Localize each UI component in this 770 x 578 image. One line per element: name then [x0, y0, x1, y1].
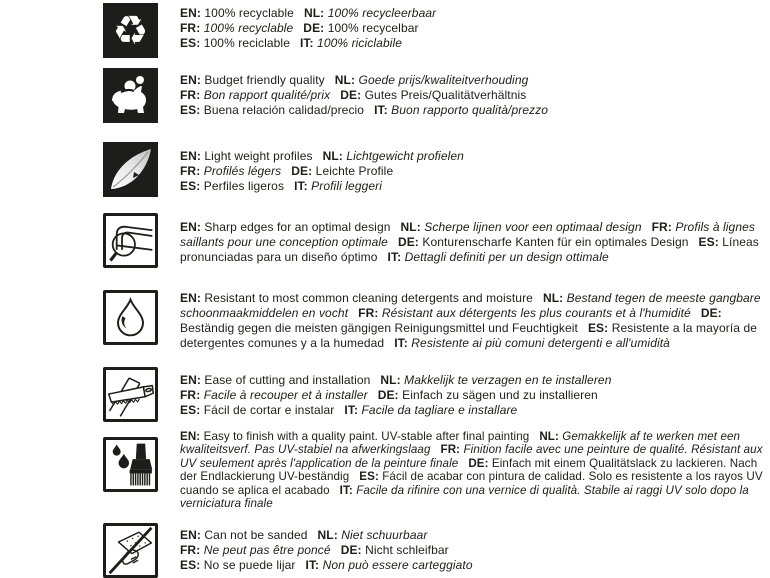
paint-brush-icon	[103, 437, 158, 492]
profile-magnifier-icon	[103, 213, 158, 268]
lang-label-es: ES:	[698, 235, 719, 249]
feature-value: Profilés légers	[203, 164, 282, 178]
lang-label-nl: NL:	[542, 291, 564, 305]
text-line	[180, 36, 768, 51]
feature-value: Easy to finish with a quality paint. UV-stable after final painting	[203, 430, 530, 443]
lang-label-en: EN:	[180, 373, 201, 387]
lang-label-it: IT:	[387, 250, 402, 264]
lang-label-it: IT:	[374, 103, 388, 117]
feature-value: Facile à recouper et à installer	[203, 388, 368, 402]
feature-value: Gemakkelijk af te werken met een kwaliteitsverf. Pas UV-stabiel na afwerkingslaag	[180, 430, 741, 457]
feature-value: Nicht schleifbar	[365, 543, 449, 557]
lang-segment	[306, 558, 473, 572]
lang-label-es: ES:	[180, 103, 201, 117]
lang-segment	[398, 235, 689, 249]
feature-moisture-resistant-text	[180, 291, 768, 351]
feature-value: Finition facile avec une peinture de qualité. Résistant aux UV seulement après l'application de la peinture finale	[180, 443, 763, 470]
feature-value: Buon rapporto qualità/prezzo	[391, 103, 549, 117]
text-line	[180, 6, 768, 21]
feature-value: Líneas pronunciadas para un diseño óptimo	[180, 235, 759, 264]
lang-label-it: IT:	[305, 558, 320, 572]
lang-label-de: DE:	[468, 456, 489, 470]
text-line	[180, 73, 768, 88]
feature-value: No se puede lijar	[203, 558, 296, 572]
lang-segment	[291, 164, 393, 178]
feature-value: 100% recyclable	[203, 21, 294, 35]
feature-value: Ease of cutting and installation	[204, 373, 371, 387]
lang-segment	[180, 21, 293, 35]
text-line	[180, 430, 768, 510]
lang-label-fr: FR:	[180, 88, 201, 102]
feature-value: Facile da rifinire con una vernice di qualità. Stabile ai raggi UV solo dopo la verniciatura finale	[180, 483, 749, 511]
feature-paint-finish-text	[180, 430, 768, 510]
feature-value: 100% recycleerbaar	[327, 6, 437, 20]
text-line	[180, 220, 768, 265]
lang-segment	[180, 6, 294, 20]
lang-segment	[180, 164, 281, 178]
lang-label-es: ES:	[359, 470, 379, 484]
lang-segment	[340, 88, 526, 102]
feature-value: Bon rapport qualité/prix	[203, 88, 331, 102]
feature-value: Resistente ai più comuni detergenti e all'umidità	[411, 336, 670, 350]
text-line	[180, 103, 768, 118]
feature-value: Buena relación calidad/precio	[203, 103, 365, 117]
text-line	[180, 164, 768, 179]
feature-value: Dettagli definiti per un design ottimale	[404, 250, 609, 264]
feature-value: Konturenscharfe Kanten für ein optimales Design	[422, 235, 689, 249]
feature-value: Profils à lignes saillants pour une conception optimale	[180, 220, 755, 249]
feature-value: Einfach mit einem Qualitätslack zu lackieren. Nach der Endlackierung UV-beständig	[180, 456, 758, 484]
lang-segment	[378, 388, 598, 402]
lang-label-nl: NL:	[539, 430, 559, 443]
lang-segment	[300, 36, 402, 50]
text-line	[180, 179, 768, 194]
no-sanding-icon	[103, 523, 158, 578]
lang-segment	[180, 179, 284, 193]
feature-value: Can not be sanded	[204, 528, 308, 542]
lang-segment	[180, 291, 533, 305]
lang-label-es: ES:	[180, 558, 201, 572]
feature-value: Budget friendly quality	[204, 73, 325, 87]
feature-no-sanding-text	[180, 528, 768, 573]
text-line	[180, 21, 768, 36]
text-line	[180, 291, 768, 351]
feature-value: Light weight profiles	[204, 149, 313, 163]
lang-segment	[180, 73, 325, 87]
lang-label-fr: FR:	[651, 220, 672, 234]
lang-segment	[180, 149, 313, 163]
lang-segment	[388, 250, 609, 264]
text-line	[180, 558, 768, 573]
lang-label-en: EN:	[180, 220, 201, 234]
lang-label-de: DE:	[377, 388, 399, 402]
lang-segment	[180, 88, 330, 102]
lang-segment	[180, 403, 334, 417]
lang-segment	[303, 21, 418, 35]
lang-segment	[294, 179, 382, 193]
feature-easy-cutting-text	[180, 373, 768, 418]
lang-label-en: EN:	[180, 291, 201, 305]
water-drop-icon	[103, 290, 158, 345]
feature-value: Einfach zu sägen und zu installieren	[402, 388, 598, 402]
feature-value: Facile da tagliare e installare	[361, 403, 518, 417]
lang-label-de: DE:	[340, 543, 362, 557]
lang-segment	[401, 220, 642, 234]
lang-label-de: DE:	[340, 88, 362, 102]
feature-value: 100% recyclable	[204, 6, 294, 20]
feather-icon	[103, 142, 158, 197]
feature-value: Goede prijs/kwaliteitverhouding	[358, 73, 529, 87]
text-line	[180, 373, 768, 388]
lang-segment	[180, 373, 370, 387]
lang-label-it: IT:	[294, 179, 308, 193]
feature-value: Profili leggeri	[311, 179, 383, 193]
feature-value: Lichtgewicht profielen	[346, 149, 464, 163]
lang-segment	[180, 103, 364, 117]
feature-value: Fácil de cortar e instalar	[203, 403, 335, 417]
lang-segment	[318, 528, 428, 542]
lang-segment	[180, 388, 368, 402]
feature-value: Non può essere carteggiato	[322, 558, 473, 572]
lang-segment	[180, 430, 529, 443]
lang-label-nl: NL:	[380, 373, 401, 387]
feature-value: Beständig gegen die meisten gängigen Reinigungsmittel und Feuchtigkeit	[180, 321, 578, 335]
saw-icon	[103, 367, 158, 422]
lang-label-it: IT:	[394, 336, 408, 350]
lang-label-de: DE:	[700, 306, 722, 320]
lang-label-nl: NL:	[303, 6, 325, 20]
lang-label-es: ES:	[180, 179, 201, 193]
lang-label-fr: FR:	[180, 388, 201, 402]
lang-label-es: ES:	[180, 36, 201, 50]
feature-value: Bestand tegen de meeste gangbare schoonmaakmiddelen en vocht	[180, 291, 761, 320]
lang-segment	[180, 543, 331, 557]
text-line	[180, 388, 768, 403]
lang-segment	[180, 528, 308, 542]
lang-segment	[394, 336, 670, 350]
feature-value: Scherpe lijnen voor een optimaal design	[424, 220, 642, 234]
feature-value: Leichte Profile	[315, 164, 394, 178]
piggy-bank-icon	[103, 68, 158, 123]
feature-value: Gutes Preis/Qualitätverhältnis	[364, 88, 527, 102]
lang-segment	[335, 73, 529, 87]
lang-label-fr: FR:	[180, 164, 201, 178]
feature-value: Sharp edges for an optimal design	[204, 220, 391, 234]
lang-segment	[341, 543, 449, 557]
feature-value: Resistant to most common cleaning detergents and moisture	[204, 291, 533, 305]
lang-segment	[180, 220, 391, 234]
lang-label-nl: NL:	[334, 73, 356, 87]
lang-label-en: EN:	[180, 149, 201, 163]
recycle-glyph: ♻	[112, 7, 149, 54]
feature-sharp-edges-text	[180, 220, 768, 265]
feature-value: Makkelijk te verzagen en te installeren	[404, 373, 612, 387]
lang-segment	[180, 36, 290, 50]
feature-value: 100% recycelbar	[327, 21, 419, 35]
lang-label-en: EN:	[180, 430, 201, 443]
lang-segment	[323, 149, 464, 163]
lang-label-it: IT:	[344, 403, 359, 417]
lang-label-fr: FR:	[180, 543, 201, 557]
lang-label-fr: FR:	[180, 21, 201, 35]
feature-value: Résistant aux détergents les plus courants et à l'humidité	[381, 306, 691, 320]
lang-segment	[380, 373, 611, 387]
feature-recyclable-text	[180, 6, 768, 51]
feature-value: 100% reciclable	[203, 36, 290, 50]
text-line	[180, 149, 768, 164]
lang-label-de: DE:	[291, 164, 313, 178]
text-line	[180, 543, 768, 558]
feature-budget-friendly-text	[180, 73, 768, 118]
lang-label-es: ES:	[587, 321, 609, 335]
feature-value: Ne peut pas être poncé	[203, 543, 331, 557]
lang-label-fr: FR:	[358, 306, 379, 320]
recycle-icon	[103, 3, 158, 58]
feature-lightweight-text	[180, 149, 768, 194]
lang-label-es: ES:	[180, 403, 201, 417]
lang-segment	[358, 306, 691, 320]
feature-value: Fácil de acabar con pintura de calidad. Solo es resistente a los rayos UV cuando se aplica el acabado	[180, 470, 763, 497]
lang-label-en: EN:	[180, 528, 201, 542]
lang-label-nl: NL:	[317, 528, 338, 542]
lang-label-fr: FR:	[440, 443, 461, 457]
lang-segment	[304, 6, 436, 20]
text-line	[180, 403, 768, 418]
lang-label-en: EN:	[180, 6, 201, 20]
lang-label-en: EN:	[180, 73, 201, 87]
feature-value: Perfiles ligeros	[203, 179, 285, 193]
text-line	[180, 88, 768, 103]
feature-value: Resistente a la mayoría de detergentes comunes y a la humedad	[180, 321, 758, 350]
lang-label-it: IT:	[299, 36, 314, 50]
lang-label-de: DE:	[303, 21, 325, 35]
lang-segment	[180, 558, 296, 572]
lang-segment	[374, 103, 548, 117]
lang-label-nl: NL:	[400, 220, 421, 234]
lang-segment	[344, 403, 517, 417]
text-line	[180, 528, 768, 543]
feature-value: Niet schuurbaar	[341, 528, 428, 542]
lang-label-it: IT:	[339, 483, 353, 497]
lang-label-de: DE:	[397, 235, 419, 249]
feature-value: 100% riciclabile	[317, 36, 403, 50]
lang-label-nl: NL:	[322, 149, 343, 163]
